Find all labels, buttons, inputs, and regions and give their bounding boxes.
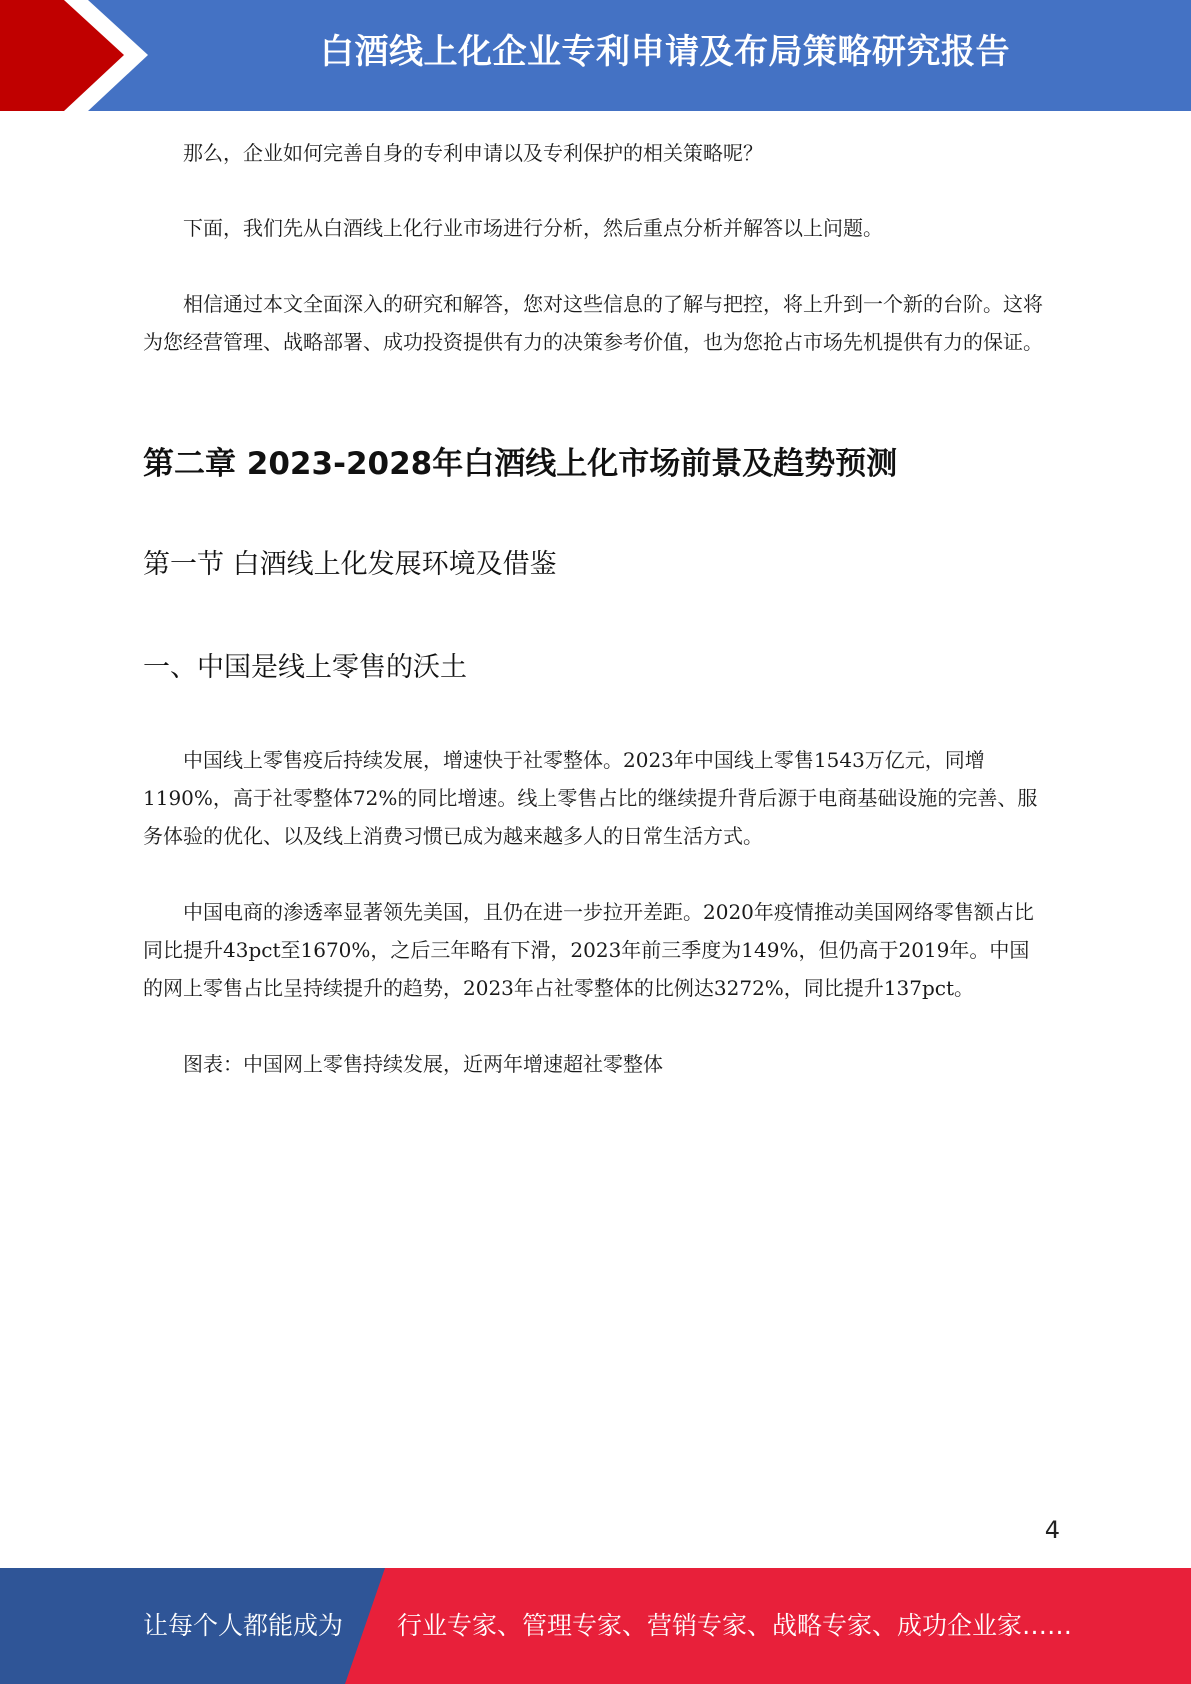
paragraph-online-retail: 中国线上零售疫后持续发展，增速快于社零整体。2023年中国线上零售1543万亿元，同增1190%，高于社零整体72%的同比增速。线上零售占比的继续提升背后源于电商基础设施的完善、服务体验的优化、以及线上消费习惯已成为越来越多人的日常生活方式。: [143, 748, 1038, 848]
footer-banner: [0, 1568, 1191, 1684]
chapter-heading: 第二章 2023-2028年白酒线上化市场前景及趋势预测: [143, 446, 898, 482]
section-heading: 第一节 白酒线上化发展环境及借鉴: [143, 549, 557, 580]
subsection-heading: 一、中国是线上零售的沃土: [143, 652, 467, 683]
header-banner: [0, 0, 1191, 111]
header-chevron-decoration: [0, 0, 160, 111]
footer-slogan-left: 让每个人都能成为: [143, 1611, 344, 1640]
paragraph-ecommerce-penetration: 中国电商的渗透率显著领先美国，且仍在进一步拉开差距。2020年疫情推动美国网络零售额占比同比提升43pct至1670%，之后三年略有下滑，2023年前三季度为149%，但仍高于2019年。中国的网上零售占比呈持续提升的趋势，2023年占社零整体的比例达3272%，同比提升137pct。: [143, 900, 1034, 1000]
figure-caption: 图表：中国网上零售持续发展，近两年增速超社零整体: [183, 1052, 663, 1076]
document-title: 白酒线上化企业专利申请及布局策略研究报告: [320, 32, 1010, 72]
paragraph-strategy-question: 那么，企业如何完善自身的专利申请以及专利保护的相关策略呢？: [183, 141, 763, 165]
paragraph-analysis-intro: 下面，我们先从白酒线上化行业市场进行分析，然后重点分析并解答以上问题。: [183, 216, 883, 240]
paragraph-value-statement: 相信通过本文全面深入的研究和解答，您对这些信息的了解与把控，将上升到一个新的台阶。这将为您经营管理、战略部署、成功投资提供有力的决策参考价值，也为您抢占市场先机提供有力的保证。: [143, 292, 1043, 354]
page-number: 4: [1044, 1516, 1060, 1544]
footer-slogan-right: 行业专家、管理专家、营销专家、战略专家、成功企业家……: [397, 1611, 1073, 1640]
